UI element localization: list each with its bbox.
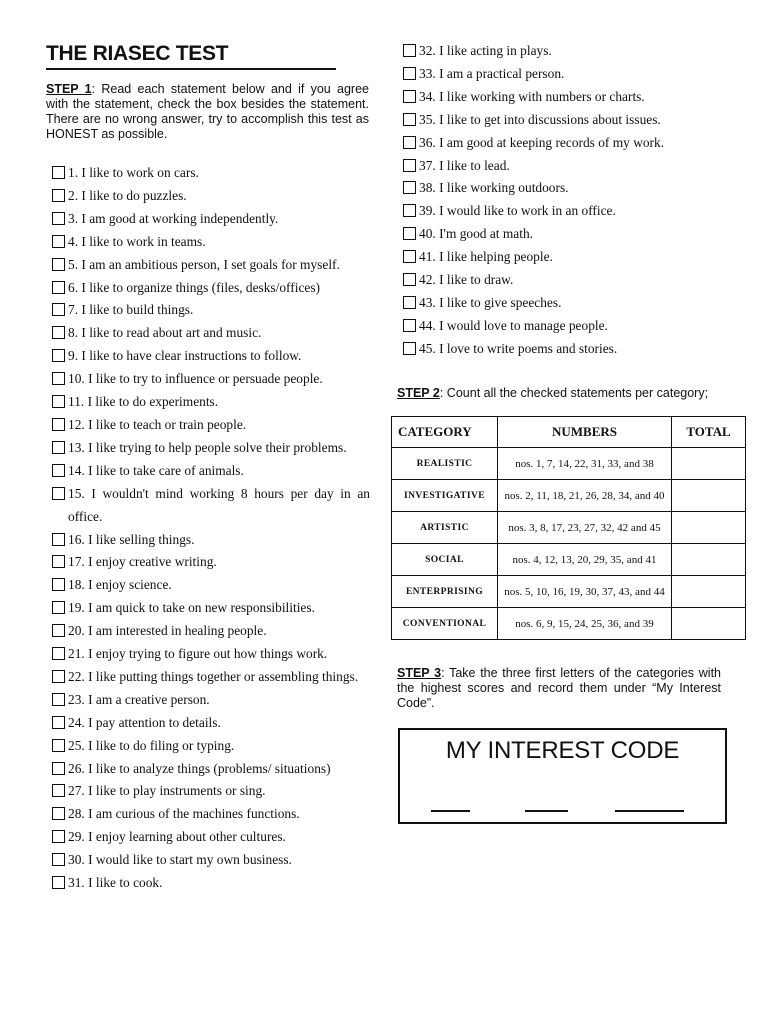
statement-text: 29. I enjoy learning about other cultures. [68, 829, 286, 845]
statement-checkbox[interactable] [52, 624, 65, 637]
statement-item[interactable] [403, 177, 733, 200]
statement-item[interactable] [52, 322, 370, 345]
table-row [392, 544, 746, 576]
statement-item[interactable] [52, 689, 370, 712]
table-row [392, 608, 746, 640]
statement-text: 36. I am good at keeping records of my work. [419, 134, 665, 150]
statement-checkbox[interactable] [52, 578, 65, 591]
category-name: ARTISTIC [392, 512, 498, 544]
statement-text: 22. I like putting things together or assembling things. [68, 668, 359, 684]
statement-item[interactable] [52, 574, 370, 597]
statement-text: 39. I would like to work in an office. [419, 203, 616, 219]
statement-item[interactable] [52, 231, 370, 254]
statement-checkbox[interactable] [52, 533, 65, 546]
statement-list-left [52, 162, 370, 895]
statement-checkbox[interactable] [403, 342, 416, 355]
statement-checkbox[interactable] [52, 830, 65, 843]
statement-text: 14. I like to take care of animals. [68, 462, 244, 478]
statement-checkbox[interactable] [52, 876, 65, 889]
step2-text: : Count all the checked statements per category; [439, 386, 709, 400]
statement-item[interactable] [52, 643, 370, 666]
statement-item[interactable] [403, 292, 733, 315]
statement-item[interactable] [52, 849, 370, 872]
category-name: INVESTIGATIVE [392, 480, 498, 512]
statement-item[interactable] [52, 826, 370, 849]
statement-item[interactable] [403, 315, 733, 338]
statement-item[interactable] [403, 223, 733, 246]
table-row [392, 448, 746, 480]
statement-checkbox[interactable] [52, 281, 65, 294]
statement-item[interactable] [52, 780, 370, 803]
step3-instructions [397, 666, 721, 711]
statement-checkbox[interactable] [403, 90, 416, 103]
interest-code-box [398, 728, 727, 824]
step3-label: STEP 3 [397, 666, 442, 680]
table-row [392, 576, 746, 608]
category-name: CONVENTIONAL [392, 608, 498, 640]
statement-item[interactable] [52, 254, 370, 277]
statement-item[interactable] [403, 40, 733, 63]
table-header-row [392, 417, 746, 448]
statement-item[interactable] [52, 277, 370, 300]
statement-item[interactable] [52, 872, 370, 895]
statement-text: 5. I am an ambitious person, I set goals for myself. [68, 256, 340, 272]
statement-checkbox[interactable] [403, 159, 416, 172]
statement-item[interactable] [52, 620, 370, 643]
statement-item[interactable] [52, 437, 370, 460]
statement-text: 4. I like to work in teams. [68, 233, 206, 249]
statement-checkbox[interactable] [52, 487, 65, 500]
category-total-cell[interactable] [672, 608, 746, 640]
statement-checkbox[interactable] [403, 296, 416, 309]
category-total-cell[interactable] [672, 512, 746, 544]
statement-text: 2. I like to do puzzles. [68, 187, 187, 203]
statement-text: 28. I am curious of the machines functions. [68, 806, 300, 822]
statement-text: 6. I like to organize things (files, desks/offices) [68, 279, 321, 295]
statement-text: 32. I like acting in plays. [419, 43, 552, 58]
statement-checkbox[interactable] [52, 762, 65, 775]
statement-item[interactable] [52, 460, 370, 483]
table-row [392, 512, 746, 544]
statement-item[interactable] [52, 597, 370, 620]
statement-text: 10. I like to try to influence or persuade people. [68, 371, 323, 387]
statement-checkbox[interactable] [52, 601, 65, 614]
statement-checkbox[interactable] [52, 853, 65, 866]
code-letter-blank-2[interactable] [525, 810, 568, 812]
statement-checkbox[interactable] [403, 273, 416, 286]
statement-item[interactable] [52, 185, 370, 208]
statement-item[interactable] [52, 345, 370, 368]
statement-text: 44. I would love to manage people. [419, 317, 608, 333]
statement-text: 18. I enjoy science. [68, 577, 172, 593]
category-name: REALISTIC [392, 448, 498, 480]
statement-checkbox[interactable] [52, 807, 65, 820]
statement-checkbox[interactable] [52, 693, 65, 706]
statement-text: 40. I'm good at math. [419, 226, 533, 242]
category-name: ENTERPRISING [392, 576, 498, 608]
statement-text: 31. I like to cook. [68, 875, 163, 891]
page-title: THE RIASEC TEST [46, 42, 336, 70]
category-numbers: nos. 3, 8, 17, 23, 27, 32, 42 and 45 [498, 512, 672, 544]
statement-checkbox[interactable] [52, 212, 65, 225]
statement-text: 24. I pay attention to details. [68, 714, 221, 730]
statement-item[interactable] [403, 269, 733, 292]
statement-item[interactable] [52, 551, 370, 574]
statement-item[interactable] [403, 246, 733, 269]
statement-checkbox[interactable] [403, 181, 416, 194]
statement-checkbox[interactable] [52, 647, 65, 660]
statement-item[interactable] [403, 63, 733, 86]
step1-instructions [46, 82, 369, 142]
statement-checkbox[interactable] [52, 555, 65, 568]
statement-list-right [403, 40, 733, 361]
statement-text: 9. I like to have clear instructions to follow. [68, 348, 302, 364]
statement-checkbox[interactable] [403, 204, 416, 217]
statement-item[interactable] [403, 338, 733, 361]
statement-text: 8. I like to read about art and music. [68, 325, 262, 341]
statement-item[interactable] [52, 208, 370, 231]
category-name: SOCIAL [392, 544, 498, 576]
statement-text: 43. I like to give speeches. [419, 294, 562, 310]
statement-item[interactable] [52, 391, 370, 414]
statement-text: 27. I like to play instruments or sing. [68, 783, 266, 799]
statement-checkbox[interactable] [52, 349, 65, 362]
statement-item[interactable] [52, 712, 370, 735]
statement-checkbox[interactable] [403, 113, 416, 126]
statement-text: 30. I would like to start my own business. [68, 852, 292, 868]
statement-text: 35. I like to get into discussions about issues. [419, 111, 661, 127]
category-numbers: nos. 2, 11, 18, 21, 26, 28, 34, and 40 [498, 480, 672, 512]
statement-checkbox[interactable] [52, 326, 65, 339]
statement-text: 11. I like to do experiments. [68, 394, 219, 410]
header-numbers: NUMBERS [498, 417, 672, 448]
statement-item[interactable] [52, 735, 370, 758]
statement-text: 21. I enjoy trying to figure out how things work. [68, 646, 328, 662]
statement-checkbox[interactable] [52, 258, 65, 271]
statement-checkbox[interactable] [52, 441, 65, 454]
statement-item[interactable] [403, 200, 733, 223]
statement-checkbox[interactable] [52, 303, 65, 316]
category-total-cell[interactable] [672, 576, 746, 608]
statement-checkbox[interactable] [52, 372, 65, 385]
category-numbers: nos. 6, 9, 15, 24, 25, 36, and 39 [498, 608, 672, 640]
statement-text: 23. I am a creative person. [68, 691, 210, 707]
step1-text: : Read each statement below and if you agree with the statement, check the box besides the statement. There are no wrong answer, try to accomplish this test as HONEST as possible. [46, 82, 369, 141]
statement-text: 26. I like to analyze things (problems/ situations) [68, 760, 331, 776]
step2-label: STEP 2 [397, 386, 440, 400]
statement-item[interactable] [52, 803, 370, 826]
header-total: TOTAL [672, 417, 746, 448]
statement-item[interactable] [403, 132, 733, 155]
statement-text: 33. I am a practical person. [419, 65, 565, 81]
statement-text: 7. I like to build things. [68, 302, 194, 318]
step1-label: STEP 1 [46, 82, 92, 96]
category-numbers: nos. 4, 12, 13, 20, 29, 35, and 41 [498, 544, 672, 576]
category-numbers: nos. 5, 10, 16, 19, 30, 37, 43, and 44 [498, 576, 672, 608]
statement-checkbox[interactable] [52, 739, 65, 752]
statement-text: 42. I like to draw. [419, 272, 514, 288]
category-total-cell[interactable] [672, 448, 746, 480]
statement-checkbox[interactable] [52, 395, 65, 408]
code-letter-blank-3[interactable] [615, 810, 684, 812]
statement-checkbox[interactable] [52, 784, 65, 797]
statement-text: 1. I like to work on cars. [68, 165, 199, 180]
statement-item[interactable] [52, 666, 370, 689]
statement-text: 45. I love to write poems and stories. [419, 340, 618, 356]
statement-item[interactable] [403, 155, 733, 178]
statement-text: 16. I like selling things. [68, 531, 195, 547]
statement-checkbox[interactable] [403, 67, 416, 80]
statement-text: 38. I like working outdoors. [419, 180, 569, 196]
statement-checkbox[interactable] [52, 670, 65, 683]
statement-text: 3. I am good at working independently. [68, 210, 279, 226]
interest-code-title: MY INTEREST CODE [445, 737, 680, 764]
statement-item[interactable] [52, 758, 370, 781]
statement-text: 13. I like trying to help people solve their problems. [68, 439, 347, 455]
statement-item[interactable] [403, 109, 733, 132]
category-total-cell[interactable] [672, 480, 746, 512]
statement-text: 12. I like to teach or train people. [68, 416, 247, 432]
code-letter-blank-1[interactable] [431, 810, 470, 812]
statement-item[interactable] [403, 86, 733, 109]
statement-item[interactable] [52, 529, 370, 552]
step3-text: : Take the three first letters of the categories with the highest scores and record them under “My Interest Code”. [397, 666, 721, 710]
statement-item[interactable] [52, 162, 370, 185]
header-category: CATEGORY [392, 417, 498, 448]
statement-text: 37. I like to lead. [419, 157, 510, 173]
category-table [391, 416, 746, 640]
category-total-cell[interactable] [672, 544, 746, 576]
statement-checkbox[interactable] [52, 464, 65, 477]
statement-text: 25. I like to do filing or typing. [68, 737, 235, 753]
statement-text: 15. I wouldn't mind working 8 hours per day in an office. [68, 485, 370, 524]
statement-checkbox[interactable] [403, 250, 416, 263]
statement-checkbox[interactable] [52, 189, 65, 202]
statement-item[interactable] [52, 483, 370, 529]
statement-text: 41. I like helping people. [419, 249, 553, 265]
statement-text: 17. I enjoy creative writing. [68, 554, 217, 570]
statement-text: 20. I am interested in healing people. [68, 623, 267, 639]
statement-text: 34. I like working with numbers or charts. [419, 88, 645, 104]
category-numbers: nos. 1, 7, 14, 22, 31, 33, and 38 [498, 448, 672, 480]
statement-item[interactable] [52, 299, 370, 322]
statement-checkbox[interactable] [52, 235, 65, 248]
statement-checkbox[interactable] [52, 716, 65, 729]
statement-checkbox[interactable] [52, 166, 65, 179]
statement-checkbox[interactable] [403, 136, 416, 149]
statement-item[interactable] [52, 414, 370, 437]
statement-checkbox[interactable] [403, 44, 416, 57]
statement-checkbox[interactable] [403, 227, 416, 240]
statement-checkbox[interactable] [52, 418, 65, 431]
step2-instructions [397, 386, 721, 401]
statement-checkbox[interactable] [403, 319, 416, 332]
table-row [392, 480, 746, 512]
statement-item[interactable] [52, 368, 370, 391]
statement-text: 19. I am quick to take on new responsibilities. [68, 600, 315, 616]
